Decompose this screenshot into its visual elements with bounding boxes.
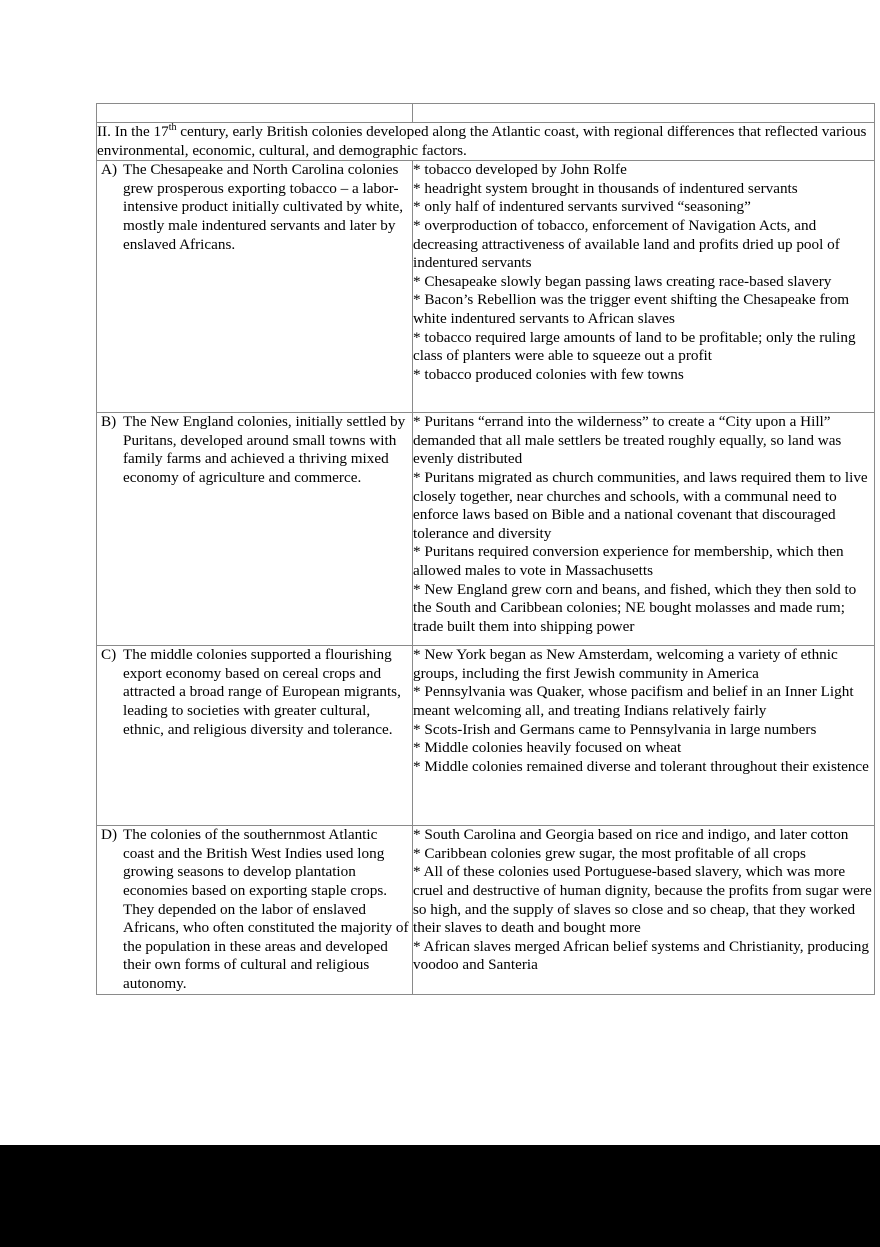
bullet-item: * Puritans required conversion experience for membership, which then allowed males to vote in Massachusetts	[413, 543, 844, 579]
bullet-item: * Bacon’s Rebellion was the trigger event shifting the Chesapeake from white indentured servants to African slaves	[413, 291, 850, 327]
outline-letter-d: D)	[101, 826, 118, 844]
header-cell-right	[413, 104, 875, 123]
bullet-item: * Chesapeake slowly began passing laws creating race-based slavery	[413, 272, 832, 290]
intro-text-before-superscript: In the 17	[110, 123, 169, 140]
bullet-item: * tobacco required large amounts of land to be profitable; only the ruling class of planters were able to squeeze out a profit	[413, 328, 856, 365]
bullet-item: * Pennsylvania was Quaker, whose pacifism and belief in an Inner Light meant welcoming all, and treating Indians relatively fairly	[413, 683, 854, 719]
outline-summary-a: The Chesapeake and North Carolina colonies grew prosperous exporting tobacco – a labor-intensive product initially cultivated by white, mostly male indentured servants and later by enslaved Africans.	[123, 161, 404, 253]
bullet-item: * tobacco produced colonies with few towns	[413, 365, 684, 383]
bullet-item: * All of these colonies used Portuguese-based slavery, which was more cruel and destructive of human dignity, because the profits from sugar were so high, and the supply of slaves so close and so cheap, that they worked their slaves to death and bought more	[413, 863, 872, 937]
bullet-item: * Middle colonies remained diverse and tolerant throughout their existence	[413, 757, 869, 775]
row-c-details-cell	[413, 646, 875, 826]
intro-text-after-superscript: century, early British colonies developed along the Atlantic coast, with regional differences that reflected various environmental, economic, cultural, and demographic factors.	[97, 123, 867, 159]
row-d-details-cell	[413, 826, 875, 994]
intro-cell	[97, 123, 875, 161]
header-cell-left	[97, 104, 413, 123]
table-row	[97, 826, 875, 994]
bullet-item: * African slaves merged African belief systems and Christianity, producing voodoo and Santeria	[413, 937, 869, 974]
bullet-item: * Caribbean colonies grew sugar, the most profitable of all crops	[413, 844, 806, 862]
bullet-list-d	[413, 826, 874, 975]
outline-summary-c: The middle colonies supported a flourishing export economy based on cereal crops and attracted a broad range of European migrants, leading to societies with greater cultural, ethnic, and religious diversity and tolerance.	[123, 646, 401, 738]
outline-letter-c: C)	[101, 646, 117, 664]
intro-superscript: th	[168, 121, 177, 133]
outline-item-a	[97, 161, 412, 254]
outline-item-c	[97, 646, 412, 739]
bullet-item: * Puritans migrated as church communities, and laws required them to live closely together, near churches and schools, with a communal need to enforce laws based on Bible and a national covenant that discouraged tolerance and diversity	[413, 468, 868, 542]
table-row	[97, 161, 875, 413]
outline-item-d	[97, 826, 412, 993]
outline-summary-b: The New England colonies, initially settled by Puritans, developed around small towns with family farms and achieved a thriving mixed economy of agriculture and commerce.	[123, 413, 406, 486]
table-row	[97, 413, 875, 646]
row-a-summary-cell	[97, 161, 413, 413]
bullet-item: * headright system brought in thousands of indentured servants	[413, 179, 798, 197]
row-b-summary-cell	[97, 413, 413, 646]
row-c-summary-cell	[97, 646, 413, 826]
row-a-details-cell	[413, 161, 875, 413]
row-b-details-cell	[413, 413, 875, 646]
bullet-item: * New York began as New Amsterdam, welcoming a variety of ethnic groups, including the first Jewish community in America	[413, 646, 838, 682]
intro-paragraph	[97, 123, 874, 160]
row-d-summary-cell	[97, 826, 413, 994]
bullet-item: * Middle colonies heavily focused on wheat	[413, 739, 682, 757]
bullet-item: * tobacco developed by John Rolfe	[413, 161, 627, 179]
bullet-list-b	[413, 413, 874, 636]
bullet-item: * Puritans “errand into the wilderness” to create a “City upon a Hill” demanded that all male settlers be treated roughly equally, so land was evenly distributed	[413, 413, 842, 468]
table-row-intro	[97, 123, 875, 161]
bullet-item: * Scots-Irish and Germans came to Pennsylvania in large numbers	[413, 720, 817, 738]
outline-summary-d: The colonies of the southernmost Atlantic coast and the British West Indies used long growing seasons to develop plantation economies based on exporting staple crops. They depended on the labor of enslaved Africans, who often constituted the majority of the population in these areas and developed their own forms of cultural and religious autonomy.	[123, 826, 409, 992]
table-header-row	[97, 104, 875, 123]
outline-letter-a: A)	[101, 161, 118, 179]
table-row	[97, 646, 875, 826]
bullet-item: * South Carolina and Georgia based on rice and indigo, and later cotton	[413, 826, 849, 844]
outline-table	[96, 103, 875, 995]
outline-letter-b: B)	[101, 413, 117, 431]
bullet-list-a	[413, 161, 874, 384]
bullet-item: * overproduction of tobacco, enforcement of Navigation Acts, and decreasing attractiveness of available land and profits dried up pool of indentured servants	[413, 216, 840, 272]
scan-black-band	[0, 1145, 880, 1247]
intro-numeral: II.	[97, 123, 111, 140]
bullet-item: * only half of indentured servants survived “seasoning”	[413, 198, 751, 216]
outline-item-b	[97, 413, 412, 487]
bullet-list-c	[413, 646, 874, 776]
bullet-item: * New England grew corn and beans, and fished, which they then sold to the South and Caribbean colonies; NE bought molasses and made rum; trade built them into shipping power	[413, 580, 857, 635]
